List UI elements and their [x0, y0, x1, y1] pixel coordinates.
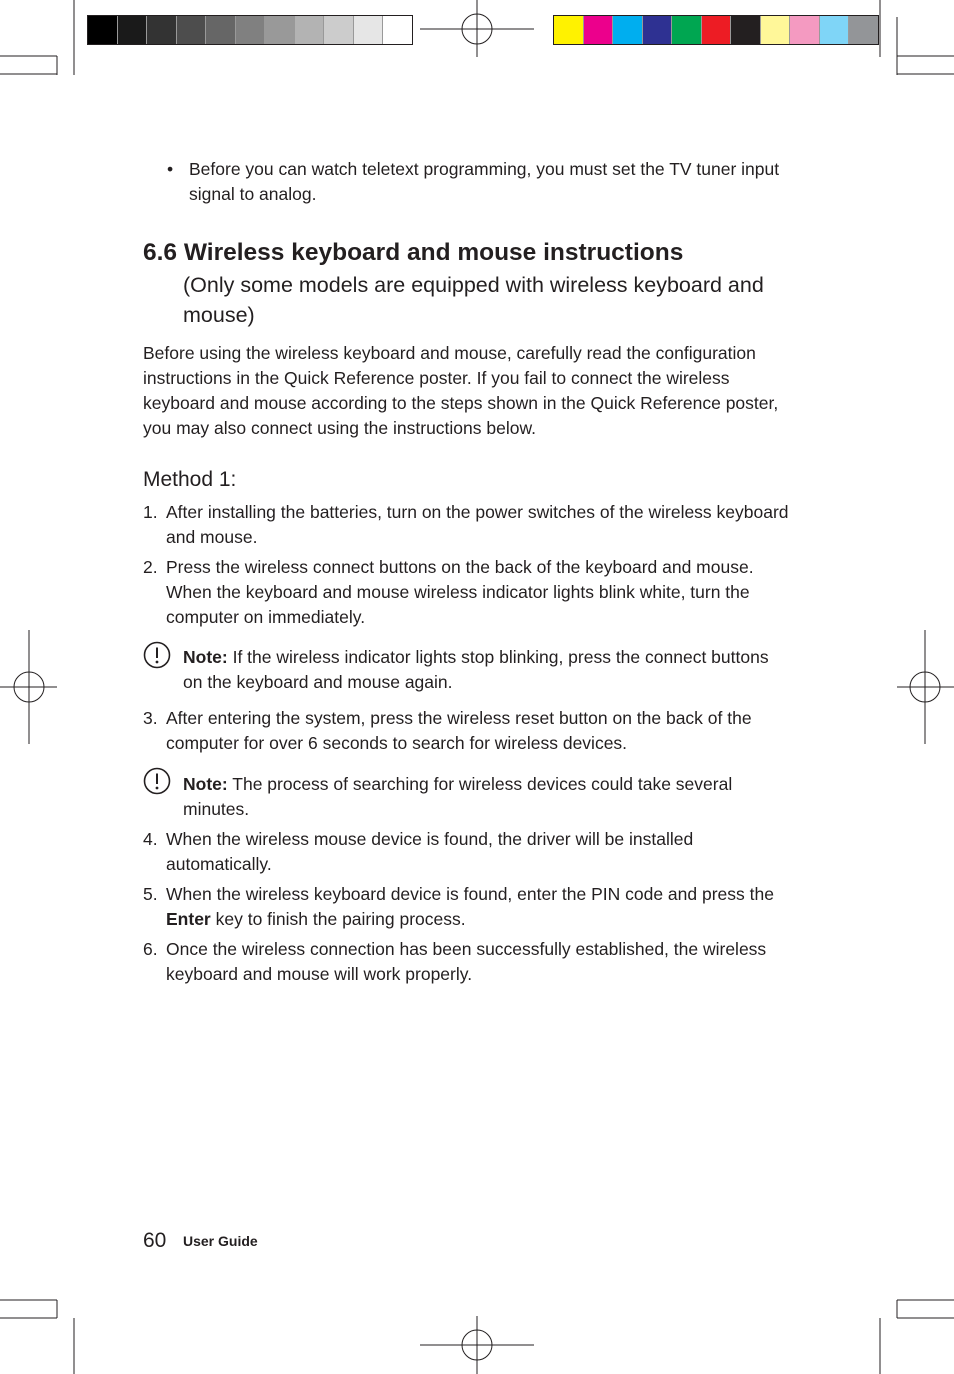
step-text: Press the wireless connect buttons on the back of the keyboard and mouse. When the keyboard and mouse wireless indicator lights blink white, turn the computer on immediately. [166, 557, 754, 627]
enter-key-label: Enter [166, 909, 211, 929]
note-icon [143, 767, 171, 795]
step-number: 5. [143, 884, 158, 904]
color-swatch [383, 16, 412, 44]
page-number: 60 [143, 1229, 167, 1252]
step-number: 1. [143, 502, 158, 522]
color-swatch [584, 16, 614, 44]
step-number: 6. [143, 939, 158, 959]
note-body: The process of searching for wireless devices could take several minutes. [183, 774, 733, 819]
color-swatch [295, 16, 325, 44]
step-number: 2. [143, 557, 158, 577]
step-text: When the wireless mouse device is found, the driver will be installed automatically. [166, 829, 694, 874]
step-text: Once the wireless connection has been successfully established, the wireless keyboard and mouse will work properly. [166, 939, 767, 984]
note-label: Note: [183, 647, 228, 667]
bullet-symbol: • [167, 159, 174, 179]
bullet-text: Before you can watch teletext programming, you must set the TV tuner input signal to analog. [189, 159, 780, 204]
step-text: After entering the system, press the wireless reset button on the back of the computer for over 6 seconds to search for wireless devices. [166, 708, 752, 753]
grayscale-color-bar [87, 15, 413, 45]
note-body: If the wireless indicator lights stop blinking, press the connect buttons on the keyboard and mouse again. [183, 647, 769, 692]
color-swatch [613, 16, 643, 44]
color-swatch [177, 16, 207, 44]
color-swatch [324, 16, 354, 44]
color-swatch [206, 16, 236, 44]
color-swatch [236, 16, 266, 44]
color-swatch [643, 16, 673, 44]
color-swatch [118, 16, 148, 44]
note-icon [143, 641, 171, 669]
section-intro: Before using the wireless keyboard and mouse, carefully read the configuration instructions in the Quick Reference poster. If you fail to connect the wireless keyboard and mouse according to the steps shown in the Quick Reference poster, you may also connect using the instructions below. [143, 343, 779, 438]
step-text: After installing the batteries, turn on the power switches of the wireless keyboard and mouse. [166, 502, 789, 547]
step-text [166, 882, 796, 932]
section-title: 6.6 Wireless keyboard and mouse instructions [143, 239, 684, 266]
footer-label: User Guide [183, 1233, 258, 1249]
color-swatch [761, 16, 791, 44]
color-swatch [554, 16, 584, 44]
process-color-bar [553, 15, 879, 45]
color-swatch [672, 16, 702, 44]
color-swatch [265, 16, 295, 44]
step-number: 4. [143, 829, 158, 849]
color-swatch [849, 16, 878, 44]
color-swatch [731, 16, 761, 44]
color-swatch [354, 16, 384, 44]
color-swatch [790, 16, 820, 44]
step-number: 3. [143, 708, 158, 728]
note-text [183, 645, 783, 695]
note-label: Note: [183, 774, 228, 794]
color-swatch [147, 16, 177, 44]
color-swatch [88, 16, 118, 44]
note-text [183, 772, 783, 822]
section-subtitle: (Only some models are equipped with wireless keyboard and mouse) [183, 273, 764, 327]
method-heading: Method 1: [143, 468, 237, 491]
color-swatch [702, 16, 732, 44]
step-text-part: When the wireless keyboard device is found, enter the PIN code and press the [166, 884, 774, 904]
step-text-part: key to finish the pairing process. [215, 909, 466, 929]
color-swatch [820, 16, 850, 44]
